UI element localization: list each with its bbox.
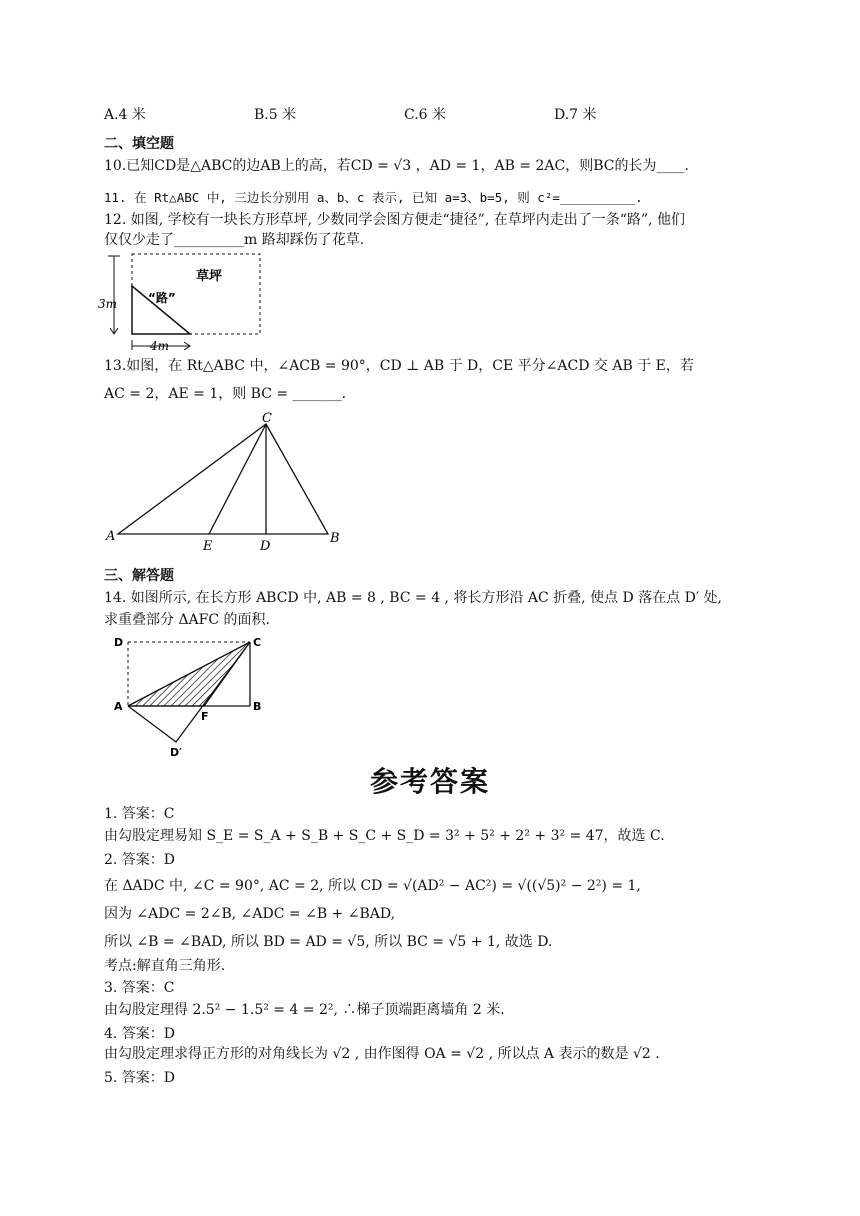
answer-1-explanation: 由勾股定理易知 S_E = S_A + S_B + S_C + S_D = 3² + 5² + 2² + 3² = 47，故选 C. [104, 828, 665, 844]
option-d: D.7 米 [554, 107, 597, 123]
lawn-label: 草坪 [196, 269, 223, 284]
triangle-abc [118, 424, 328, 534]
question-11: 11. 在 Rt△ABC 中, 三边长分别用 a、b、c 表示, 已知 a=3、b=5, 则 c²=__________. [104, 190, 643, 205]
question-14-line1: 14. 如图所示, 在长方形 ABCD 中, AB = 8 , BC = 4 , 将长方形沿 AC 折叠, 使点 D 落在点 D′ 处, [104, 590, 722, 606]
answer-4-explanation: 由勾股定理求得正方形的对角线长为 √2 , 由作图得 OA = √2 , 所以点 A 表示的数是 √2 . [104, 1046, 660, 1062]
point-label-e: E [203, 539, 213, 554]
point-label-c: C [262, 411, 272, 426]
answer-4: 4. 答案：D [104, 1026, 176, 1042]
question-10: 10.已知CD是△ABC的边AB上的高，若CD = √3 ，AD = 1，AB = 2AC，则BC的长为____. [104, 158, 689, 174]
answer-2-line3: 所以 ∠B = ∠BAD, 所以 BD = AD = √5, 所以 BC = √5 + 1, 故选 D. [104, 934, 553, 950]
option-c: C.6 米 [404, 107, 447, 123]
answer-1: 1. 答案：C [104, 806, 175, 822]
answer-3: 3. 答案：C [104, 980, 175, 996]
answer-2-line2: 因为 ∠ADC = 2∠B, ∠ADC = ∠B + ∠BAD, [104, 906, 396, 922]
answer-2-line1: 在 ΔADC 中, ∠C = 90°, AC = 2, 所以 CD = √(AD² − AC²) = √((√5)² − 2²) = 1, [104, 878, 641, 894]
road-label: “路” [148, 291, 176, 305]
width-label: 4m [150, 339, 170, 353]
answers-title: 参考答案 [369, 765, 490, 798]
question-13-line1: 13.如图，在 Rt△ABC 中，∠ACB = 90°，CD ⊥ AB 于 D，CE 平分∠ACD 交 AB 于 E，若 [104, 358, 694, 374]
point-label-d: D [114, 636, 124, 649]
question-14-line2: 求重叠部分 ΔAFC 的面积. [104, 612, 270, 628]
answer-3-explanation: 由勾股定理得 2.5² − 1.5² = 4 = 2², ∴梯子顶端距离墙角 2 米. [104, 1002, 505, 1018]
question-12-line2: 仅仅少走了__________m 路却踩伤了花草. [104, 232, 365, 248]
figure-13-triangle [100, 412, 360, 562]
point-label-c: C [253, 636, 262, 649]
segment-ce [209, 424, 266, 534]
answer-2: 2. 答案：D [104, 852, 176, 868]
option-b: B.5 米 [254, 107, 297, 123]
question-13-line2: AC = 2，AE = 1，则 BC = _______. [104, 386, 347, 402]
height-label: 3m [98, 297, 118, 311]
figure-14-fold [110, 632, 280, 762]
point-label-d: D [260, 539, 271, 554]
figure-12-lawn [100, 250, 270, 360]
answer-2-topic: 考点:解直角三角形. [104, 958, 226, 974]
section-heading-solutions: 三、解答题 [104, 568, 174, 584]
point-label-a: A [114, 700, 123, 713]
point-label-d-prime: D′ [170, 746, 183, 759]
point-label-b: B [330, 531, 340, 546]
point-label-b: B [253, 700, 262, 713]
answer-5: 5. 答案：D [104, 1070, 176, 1086]
question-12-line1: 12. 如图, 学校有一块长方形草坪, 少数同学会图方便走“捷径”, 在草坪内走出了一条“路”, 他们 [104, 212, 685, 228]
point-label-a: A [106, 529, 116, 544]
overlap-triangle-afc [128, 642, 250, 706]
option-a: A.4 米 [104, 107, 146, 123]
section-heading-fill-in: 二、填空题 [104, 136, 174, 152]
point-label-f: F [201, 710, 209, 723]
